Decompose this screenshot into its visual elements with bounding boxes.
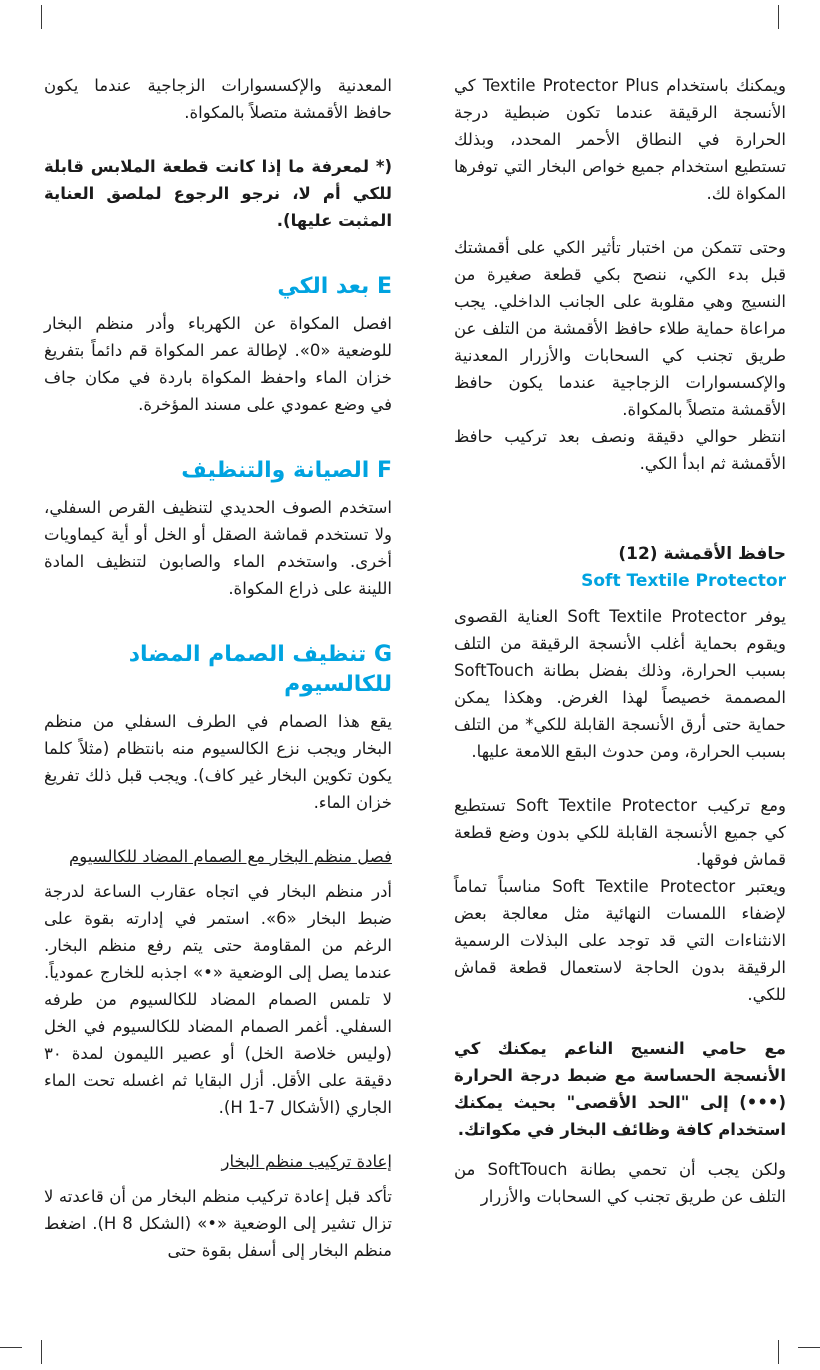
heading-soft-textile-protector: Soft Textile Protector xyxy=(581,571,786,591)
crop-mark-bottom-right xyxy=(778,1340,779,1364)
column-right xyxy=(454,72,786,1210)
note-care-label: (* لمعرفة ما إذا كانت قطعة الملابس قابلة للكي أم لا، نرجو الرجوع لملصق العناية المثبت عليها). xyxy=(44,157,392,230)
paragraph-textile-protector-plus: ويمكنك باستخدام Textile Protector Plus كي الأنسجة الرقيقة عندما تكون ضبطية درجة الحرارة في النطاق الأحمر المحدد، وبذلك تستطيع استخدام جميع خواص البخار التي توفرها المكواة لك. xyxy=(454,76,786,203)
heading-anticalc-valve-cleaning: G تنظيف الصمام المضاد للكالسيوم xyxy=(128,642,392,697)
heading-maintenance-cleaning: F الصيانة والتنظيف xyxy=(181,458,392,483)
paragraph-continuation: المعدنية والإكسسوارات الزجاجية عندما يكون حافظ الأقمشة متصلاً بالمكواة. xyxy=(44,76,392,122)
crop-mark-top-left xyxy=(41,5,42,29)
crop-mark-bottom-left xyxy=(41,1340,42,1364)
heading-fabric-protector: حافظ الأقمشة (12) xyxy=(618,544,786,564)
paragraph-maintenance-cleaning: استخدم الصوف الحديدي لتنظيف القرص السفلي، ولا تستخدم قماشة الصقل أو الخل أو أية كيماويات أخرى. واستخدم الماء والصابون لتنظيف المادة اللينة على ذراع المكواة. xyxy=(44,498,392,598)
column-left xyxy=(44,72,392,1264)
paragraph-finishing-touches: ويعتبر Soft Textile Protector مناسباً تماماً لإضفاء اللمسات النهائية مثل معالجة بعض الانثناءات التي قد توجد على البذلات الرسمية الرقيقة بدون الحاجة لاستعمال قطعة قماش للكي. xyxy=(454,877,786,1004)
paragraph-wait-before-ironing: انتظر حوالي دقيقة ونصف بعد تركيب حافظ الأقمشة ثم ابدأ الكي. xyxy=(454,427,786,473)
subheading-reinsert-steam-regulator: إعادة تركيب منظم البخار xyxy=(221,1152,392,1171)
heading-after-ironing: E بعد الكي xyxy=(277,274,392,299)
crop-mark-top-right xyxy=(778,5,779,29)
paragraph-valve-location: يقع هذا الصمام في الطرف السفلي من منظم البخار ويجب نزع الكالسيوم منه بانتظام (مثلاً كلما يكون تكوين البخار غير كاف). ويجب قبل ذلك تفريغ خزان الماء. xyxy=(44,712,392,812)
paragraph-soft-protector-care: يوفر Soft Textile Protector العناية القصوى ويقوم بحماية أغلب الأنسجة الرقيقة من التلف بسبب الحرارة، وذلك بفضل بطانة SoftTouch المصممة خصيصاً لهذا الغرض. وهكذا يمكن حماية حتى أرق الأنسجة القابلة للكي* من التلف بسبب الحرارة، ومن حدوث البقع اللامعة عليها. xyxy=(454,607,786,761)
paragraph-test-fabric: وحتى تتمكن من اختبار تأثير الكي على أقمشتك قبل بدء الكي، ننصح بكي قطعة صغيرة من النسيج وهي مقلوبة على الجانب الداخلي. يجب مراعاة حماية طلاء حافظ الأقمشة من التلف عن طريق تجنب كي السحابات والأزرار المعدنية والإكسسوارات الزجاجية عندما يكون حافظ الأقمشة متصلاً بالمكواة. xyxy=(454,238,786,419)
paragraph-delicate-fabrics: مع حامي النسيج الناعم يمكنك كي الأنسجة الحساسة مع ضبط درجة الحرارة (•••) إلى "الحد الأقصى" بحيث يمكنك استخدام كافة وظائف البخار في مكواتك. xyxy=(454,1039,786,1139)
paragraph-reinsert-regulator-steps: تأكد قبل إعادة تركيب منظم البخار من أن قاعدته لا تزال تشير إلى الوضعية «•» (الشكل H 8). اضغط منظم البخار إلى أسفل بقوة حتى xyxy=(44,1187,392,1260)
paragraph-iron-without-cloth: ومع تركيب Soft Textile Protector تستطيع كي جميع الأنسجة القابلة للكي بدون وضع قطعة قماش فوقها. xyxy=(454,796,786,869)
paragraph-remove-regulator-steps: أدر منظم البخار في اتجاه عقارب الساعة لدرجة ضبط البخار «6». استمر في إدارته بقوة على الرغم من المقاومة حتى يتم رفع منظم البخار. عندما يصل إلى الوضعية «•» اجذبه للخارج عمودياً. لا تلمس الصمام المضاد للكالسيوم من طرفه السفلي. أغمر الصمام المضاد للكالسيوم في الخل (وليس خلاصة الخل) أو عصير الليمون لمدة ٣٠ دقيقة على الأقل. أزل البقايا ثم اغسله تحت الماء الجاري (الأشكال H 1-7). xyxy=(44,882,392,1117)
paragraph-protect-softtouch: ولكن يجب أن تحمي بطانة SoftTouch من التلف عن طريق تجنب كي السحابات والأزرار xyxy=(454,1160,786,1206)
crop-mark-bottom-right-horizontal xyxy=(798,1347,820,1348)
crop-mark-bottom-left-horizontal xyxy=(0,1347,22,1348)
paragraph-after-ironing: افصل المكواة عن الكهرباء وأدر منظم البخار للوضعية «0». لإطالة عمر المكواة قم دائماً بتفريغ خزان الماء واحفظ المكواة باردة في مكان جاف في وضع عمودي على مسند المؤخرة. xyxy=(44,314,392,414)
subheading-remove-steam-regulator: فصل منظم البخار مع الصمام المضاد للكالسيوم xyxy=(69,847,392,866)
